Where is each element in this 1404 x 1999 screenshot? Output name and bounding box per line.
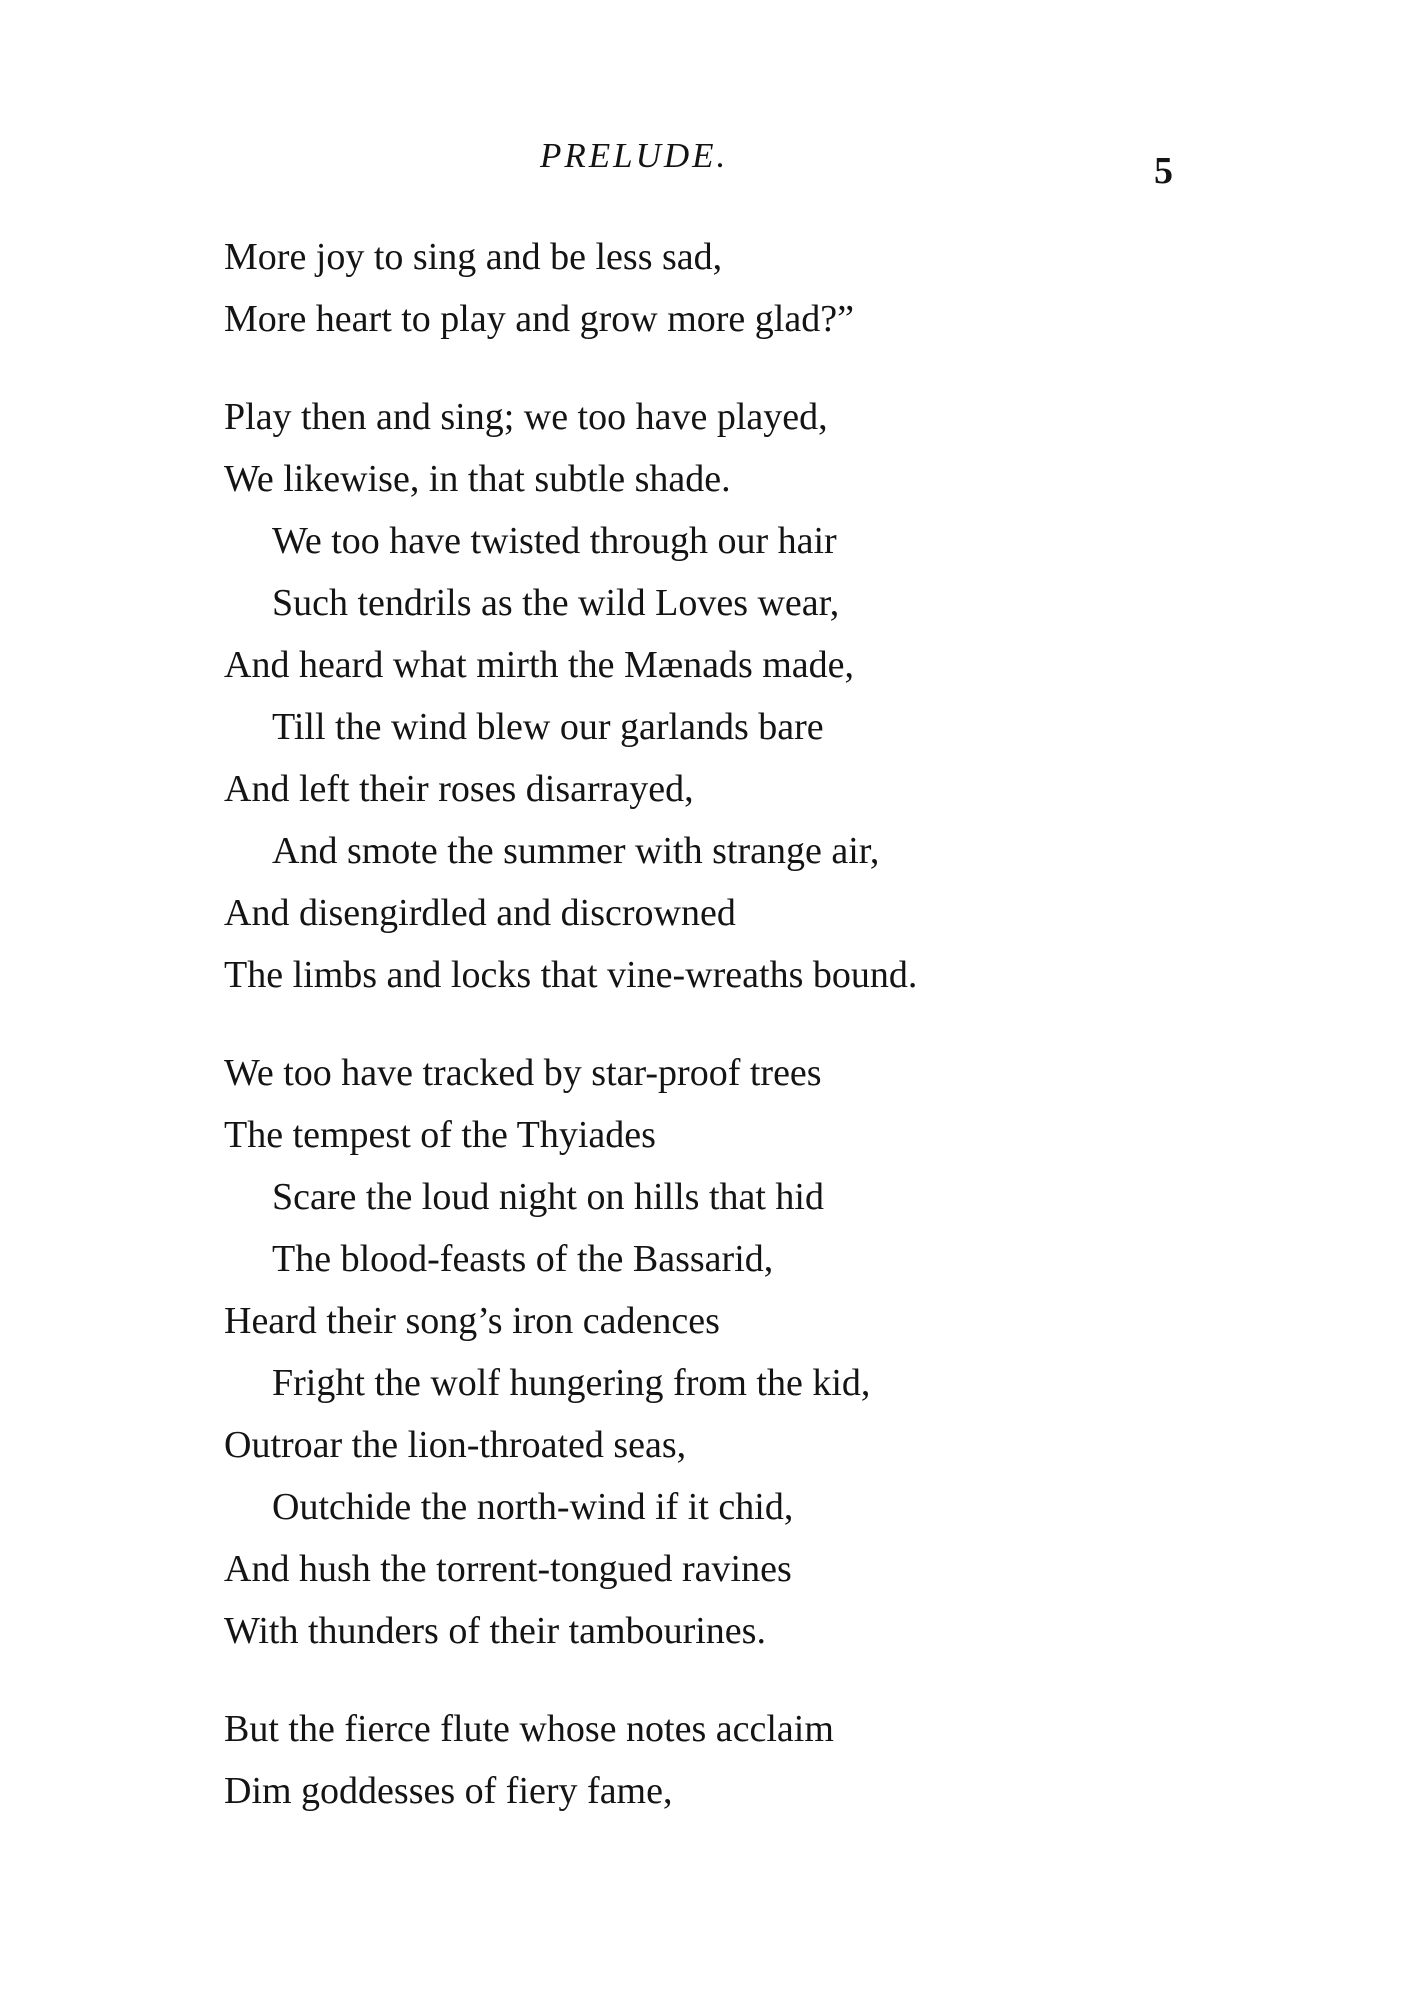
stanza-3 [224,1042,1224,1662]
running-title: PRELUDE. [540,136,729,175]
poem-line: The limbs and locks that vine-wreaths bound. [224,954,918,996]
poem-line: Heard their song’s iron cadences [224,1300,720,1342]
poem-line: Such tendrils as the wild Loves wear, [272,582,840,624]
poem-line: Scare the loud night on hills that hid [272,1176,824,1218]
poem-line: More heart to play and grow more glad?” [224,298,854,340]
stanza-4 [224,1698,1224,1822]
poem-line: The tempest of the Thyiades [224,1114,656,1156]
poem-line: With thunders of their tambourines. [224,1610,766,1652]
poem-line: And smote the summer with strange air, [272,830,880,872]
poem-line: We too have tracked by star-proof trees [224,1052,822,1094]
poem-line: Till the wind blew our garlands bare [272,706,824,748]
poem-line: But the fierce flute whose notes acclaim [224,1708,834,1750]
poem-body [224,226,1224,1858]
poem-line: Dim goddesses of fiery fame, [224,1770,673,1812]
poem-line: We likewise, in that subtle shade. [224,458,731,500]
poem-line: And hush the torrent-tongued ravines [224,1548,792,1590]
stanza-2 [224,386,1224,1006]
poem-line: And left their roses disarrayed, [224,768,694,810]
poem-line: Fright the wolf hungering from the kid, [272,1362,871,1404]
stanza-1 [224,226,1224,350]
page-number: 5 [1154,150,1173,192]
poem-line: And heard what mirth the Mænads made, [224,644,855,686]
poem-line: Outchide the north-wind if it chid, [272,1486,794,1528]
poem-line: We too have twisted through our hair [272,520,837,562]
poem-line: More joy to sing and be less sad, [224,236,723,278]
poem-line: Outroar the lion-throated seas, [224,1424,687,1466]
poem-line: The blood-feasts of the Bassarid, [272,1238,774,1280]
poem-line: Play then and sing; we too have played, [224,396,828,438]
poem-line: And disengirdled and discrowned [224,892,736,934]
